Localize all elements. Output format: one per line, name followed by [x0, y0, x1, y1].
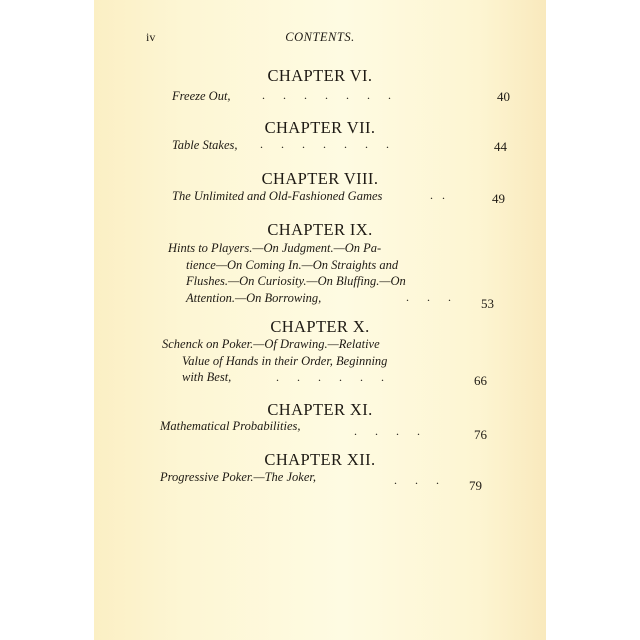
- page-number: 76: [474, 427, 487, 442]
- toc-entry[interactable]: [160, 469, 316, 486]
- chapter-heading: CHAPTER XII.: [264, 450, 376, 469]
- chapter-heading: CHAPTER IX.: [267, 220, 373, 239]
- toc-entry[interactable]: [172, 188, 382, 205]
- chapter-8: [94, 169, 546, 189]
- running-head: [94, 28, 546, 48]
- page-number: 66: [474, 373, 487, 388]
- chapter-11: [94, 400, 546, 420]
- chapter-heading: CHAPTER VII.: [264, 118, 376, 137]
- page-folio: iv: [146, 30, 156, 44]
- entry-line: Value of Hands in their Order, Beginning: [182, 353, 388, 368]
- dot-leader: . . . . . . .: [260, 137, 389, 151]
- chapter-heading: CHAPTER VI.: [267, 66, 373, 85]
- entry-line: with Best,: [182, 370, 232, 384]
- toc-entry[interactable]: [172, 137, 238, 154]
- chapter-heading: CHAPTER VIII.: [261, 169, 379, 188]
- toc-entry[interactable]: [172, 88, 231, 105]
- chapter-6: [94, 66, 546, 86]
- page-number: 40: [497, 89, 510, 104]
- chapter-9: [94, 220, 546, 240]
- entry-title: Table Stakes,: [172, 138, 238, 152]
- chapter-12: [94, 450, 546, 470]
- dot-leader: . . . . . . .: [262, 88, 391, 102]
- chapter-10: [94, 317, 546, 337]
- entry-title: The Unlimited and Old-Fashioned Games: [172, 189, 383, 203]
- dot-leader: . . . . . .: [276, 370, 384, 384]
- page-number: 79: [469, 478, 482, 493]
- entry-line: Flushes.—On Curiosity.—On Bluffing.—On: [186, 274, 406, 288]
- chapter-7: [94, 118, 546, 138]
- chapter-heading: CHAPTER X.: [270, 317, 370, 336]
- toc-entry[interactable]: [168, 240, 406, 306]
- dot-leader: . . .: [394, 473, 439, 487]
- entry-line: Hints to Players.—On Judgment.—On Pa-: [168, 241, 382, 255]
- entry-line: tience—On Coming In.—On Straights and: [186, 257, 399, 272]
- toc-entry[interactable]: [160, 418, 301, 435]
- dot-leader: . .: [430, 188, 445, 202]
- book-page: [94, 0, 546, 640]
- page-number: 53: [481, 296, 494, 311]
- entry-title: Progressive Poker.—The Joker,: [160, 470, 316, 484]
- entry-line: Schenck on Poker.—Of Drawing.—Relative: [162, 337, 380, 351]
- chapter-heading: CHAPTER XI.: [267, 400, 373, 419]
- entry-title: Freeze Out,: [172, 89, 231, 103]
- entry-title: Mathematical Probabilities,: [160, 419, 301, 433]
- page-number: 49: [492, 191, 505, 206]
- entry-line: Attention.—On Borrowing,: [186, 290, 322, 305]
- page-number: 44: [494, 139, 507, 154]
- dot-leader: . . .: [406, 290, 451, 304]
- running-title: CONTENTS.: [285, 30, 355, 44]
- dot-leader: . . . .: [354, 424, 420, 438]
